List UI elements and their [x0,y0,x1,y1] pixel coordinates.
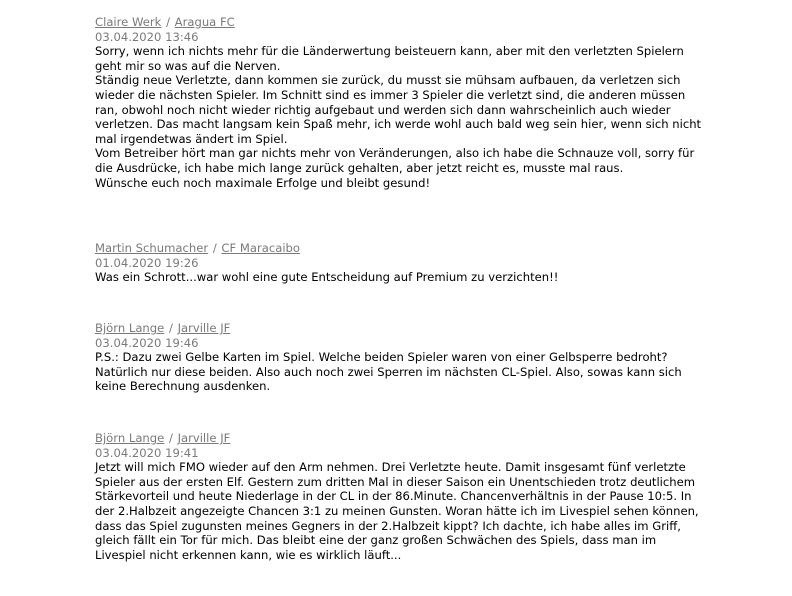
club-link[interactable]: Aragua FC [174,15,235,29]
post-body [95,44,707,190]
post-body [95,460,707,562]
post-header [95,241,707,256]
separator: / [212,241,217,255]
post-header [95,15,707,30]
post [95,15,707,190]
club-link[interactable]: CF Maracaibo [221,241,300,255]
post [95,241,707,285]
username-link[interactable]: Björn Lange [95,321,165,335]
post-header [95,431,707,446]
separator: / [168,321,173,335]
separator: / [168,431,173,445]
club-link[interactable]: Jarville JF [177,321,231,335]
post-body [95,350,707,394]
username-link[interactable]: Björn Lange [95,431,165,445]
post-paragraph: Wünsche euch noch maximale Erfolge und bleibt gesund! [95,175,431,190]
post-date: 03.04.2020 13:46 [95,29,199,44]
post [95,431,707,562]
post-date: 01.04.2020 19:26 [95,255,199,270]
post-paragraph: Jetzt will mich FMO wieder auf den Arm nehmen. Drei Verletzte heute. Damit insgesamt fünf verletzte Spieler aus der ersten Elf. Gestern zum dritten Mal in dieser Saison ein Unentschieden trotz deutlichem Stärkevorteil und heute Niederlage in der CL in der 86.Minute. Chancenverhältnis in der Pause 10:5. In der 2.Halbzeit angezeigte Chancen 3:1 zu meinen Gunsten. Woran hätte ich im Livespiel sehen können, dass das Spiel zugunsten meines Gegners in der 2.Halbzeit kippt? Ich dachte, ich habe alles im Griff, gleich fällt ein Tor für mich. Das bleibt eine der ganz großen Schwächen des Spiels, dass man im Livespiel nicht erkennen kann, wie es wirklich läuft... [95,460,699,562]
club-link[interactable]: Jarville JF [177,431,231,445]
post [95,321,707,394]
post-paragraph: Vom Betreiber hört man gar nichts mehr von Veränderungen, also ich habe die Schnauze voll, sorry für die Ausdrücke, ich habe mich lange zurück gehalten, aber jetzt reicht es, musste mal raus. [95,146,695,175]
post-date: 03.04.2020 19:41 [95,445,199,460]
post-date: 03.04.2020 19:46 [95,335,199,350]
username-link[interactable]: Martin Schumacher [95,241,209,255]
post-paragraph: P.S.: Dazu zwei Gelbe Karten im Spiel. Welche beiden Spieler waren von einer Gelbsperre bedroht? Natürlich nur diese beiden. Also auch noch zwei Sperren im nächsten CL-Spiel. Also, sowas kann sich keine Berechnung ausdenken. [95,350,682,394]
post-paragraph: Was ein Schrott...war wohl eine gute Entscheidung auf Premium zu verzichten!! [95,270,559,285]
separator: / [166,15,170,29]
username-link[interactable]: Claire Werk [95,15,162,29]
post-header [95,321,707,336]
post-body [95,270,707,285]
post-paragraph: Ständig neue Verletzte, dann kommen sie zurück, du musst sie mühsam aufbauen, da verletzen sich wieder die nächsten Spieler. Im Schnitt sind es immer 3 Spieler die verletzt sind, die anderen müssen ran, obwohl noch nicht wieder richtig aufgebaut und werden sich dann wahrscheinlich auch wieder verletzen. Das macht langsam kein Spaß mehr, ich werde wohl auch bald weg sein hier, wenn sich nicht mal irgendetwas ändert im Spiel. [95,73,702,146]
post-paragraph: Sorry, wenn ich nichts mehr für die Länderwertung beisteuern kann, aber mit den verletzten Spielern geht mir so was auf die Nerven. [95,44,684,73]
